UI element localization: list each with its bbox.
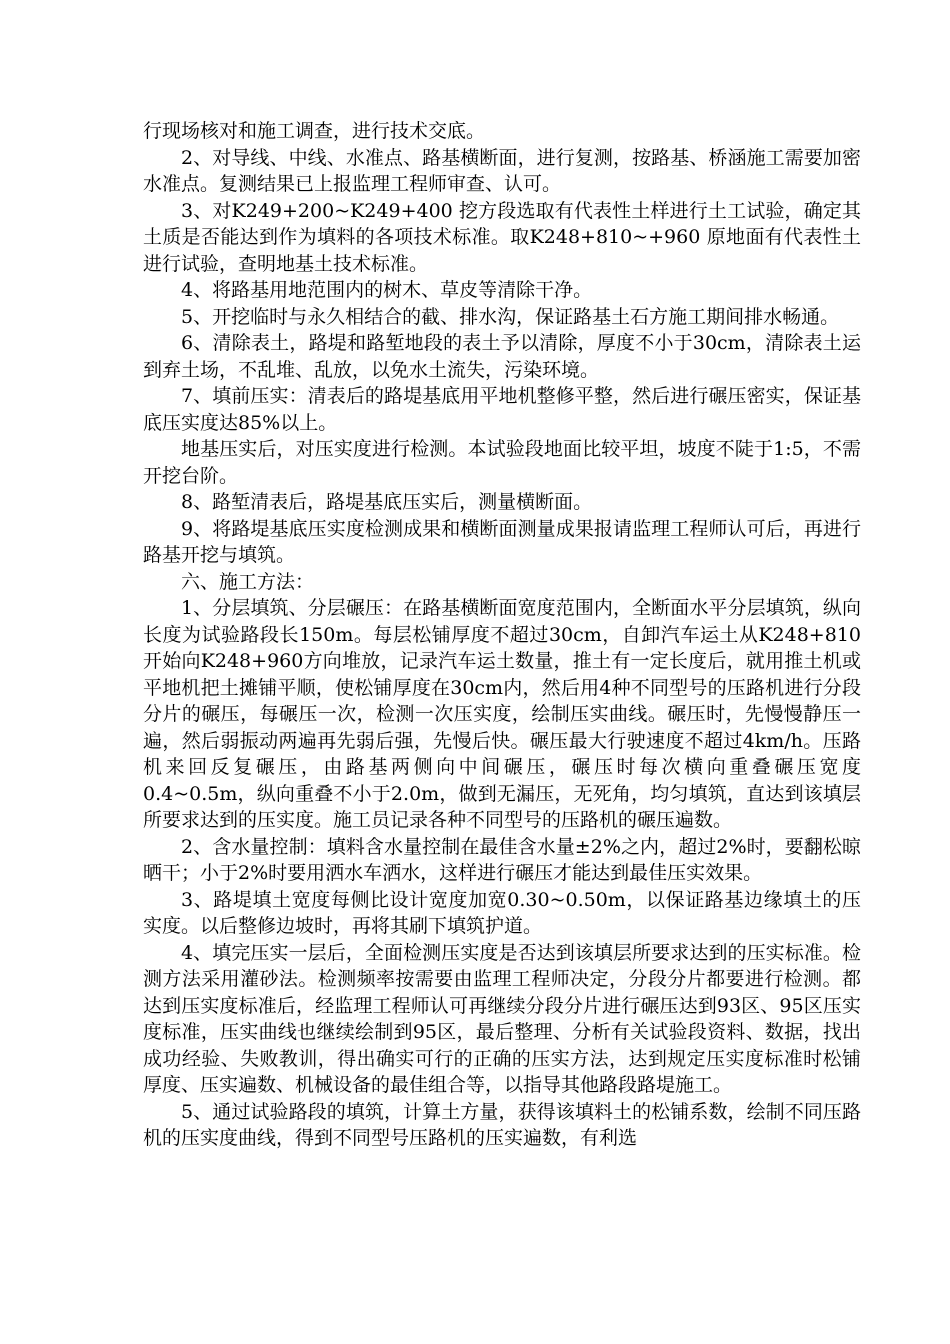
paragraph-item-4-clearing: 4、将路基用地范围内的树木、草皮等清除干净。 (181, 279, 593, 301)
paragraph-method-1-layering: 1、分层填筑、分层碾压：在路基横断面宽度范围内，全断面水平分层填筑，纵向长度为试验路段长150m。每层松铺厚度不超过30cm，自卸汽车运土从K248+810开始向K248+960方向堆放，记录汽车运土数量，推土有一定长度后，就用推土机或平地机把土摊铺平顺，使松铺厚度在30cm内，然后用4种不同型号的压路机进行分段分片的碾压，每碾压一次，检测一次压实度，绘制压实曲线。碾压时，先慢慢静压一遍，然后弱振动两遍再先弱后强，先慢后快。碾压最大行驶速度不超过4km/h。压路机来回反复碾压，由路基两侧向中间碾压，碾压时每次横向重叠碾压宽度0.4~0.5m，纵向重叠不小于2.0m，做到无漏压，无死角，均匀填筑，直达到该填层所要求达到的压实度。施工员记录各种不同型号的压路机的碾压遍数。 (143, 597, 861, 831)
paragraph-item-5-drainage: 5、开挖临时与永久相结合的截、排水沟，保证路基土石方施工期间排水畅通。 (181, 305, 840, 328)
paragraph-method-5-results: 5、通过试验路段的填筑，计算土方量，获得该填料土的松铺系数，绘制不同压路机的压实度曲线，得到不同型号压路机的压实遍数，有利选 (143, 1100, 861, 1149)
paragraph-item-3-soil-test: 3、对K249+200~K249+400 挖方段选取有代表性土样进行土工试验，确定其土质是否能达到作为填料的各项技术标准。取K248+810~+960 原地面有代表性土进行试验，查明地基土技术标准。 (143, 199, 861, 275)
paragraph-item-7-compaction: 7、填前压实：清表后的路堤基底用平地机整修平整，然后进行碾压密实，保证基底压实度达85%以上。 (143, 385, 861, 434)
paragraph-item-2-survey: 2、对导线、中线、水准点、路基横断面，进行复测，按路基、桥涵施工需要加密水准点。复测结果已上报监理工程师审查、认可。 (143, 146, 861, 195)
paragraph-item-9-approval: 9、将路堤基底压实度检测成果和横断面测量成果报请监理工程师认可后，再进行路基开挖与填筑。 (143, 517, 861, 566)
paragraph-method-2-moisture: 2、含水量控制：填料含水量控制在最佳含水量±2%之内，超过2%时，要翻松晾晒干；小于2%时要用洒水车洒水，这样进行碾压才能达到最佳压实效果。 (143, 835, 861, 884)
paragraph-foundation-check: 地基压实后，对压实度进行检测。本试验段地面比较平坦，坡度不陡于1:5，不需开挖台阶。 (143, 438, 861, 487)
paragraph-method-3-widening: 3、路堤填土宽度每侧比设计宽度加宽0.30~0.50m，以保证路基边缘填土的压实度。以后整修边坡时，再将其刷下填筑护道。 (143, 888, 861, 937)
paragraph-item-8-cross-section: 8、路堑清表后，路堤基底压实后，测量横断面。 (181, 491, 593, 513)
section-heading-construction-method: 六、施工方法： (181, 570, 315, 593)
paragraph-continuation: 行现场核对和施工调查，进行技术交底。 (143, 120, 486, 142)
paragraph-item-6-topsoil: 6、清除表土，路堤和路堑地段的表土予以清除，厚度不小于30cm，清除表土运到弃土场，不乱堆、乱放，以免水土流失，污染环境。 (143, 332, 861, 381)
document-body (143, 118, 861, 1152)
paragraph-method-4-testing: 4、填完压实一层后，全面检测压实度是否达到该填层所要求达到的压实标准。检测方法采用灌砂法。检测频率按需要由监理工程师决定，分段分片都要进行检测。都达到压实度标准后，经监理工程师认可再继续分段分片进行碾压达到93区、95区压实度标准，压实曲线也继续绘制到95区，最后整理、分析有关试验段资料、数据，找出成功经验、失败教训，得出确实可行的正确的压实方法，达到规定压实度标准时松铺厚度、压实遍数、机械设备的最佳组合等，以指导其他路段路堤施工。 (143, 941, 861, 1096)
